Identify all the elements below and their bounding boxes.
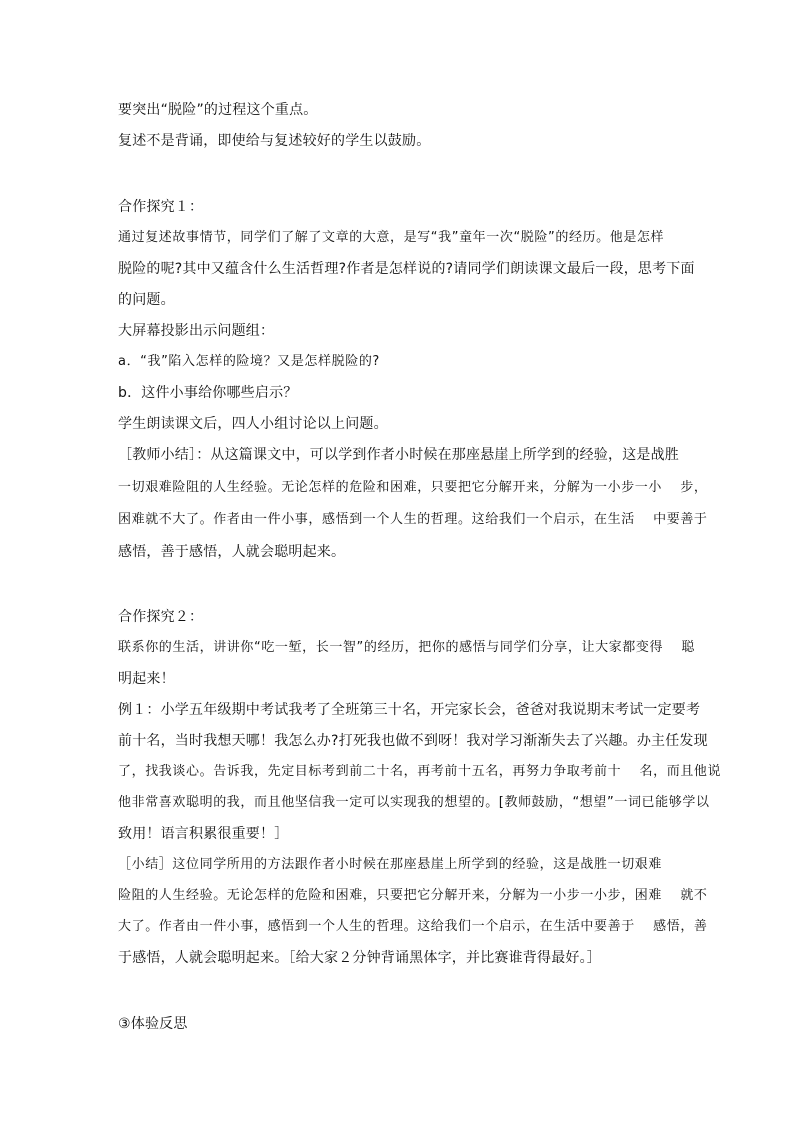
text-line: 一切艰难险阻的人生经验。无论怎样的危险和困难，只要把它分解开来，分解为一小步一小 步，: [118, 480, 708, 495]
summary: ［小结］这位同学所用的方法跟作者小时候在那座悬崖上所学到的经验，这是战胜一切艰难: [118, 857, 663, 872]
section-heading: 合作探究２：: [118, 609, 204, 625]
text-line: 明起来！: [118, 671, 175, 687]
text-line: 要突出“脱险”的过程这个重点。: [118, 102, 318, 118]
question-a: a．“我”陷入怎样的险境？又是怎样脱险的?: [118, 354, 380, 369]
text-line: 复述不是背诵，即使给与复述较好的学生以鼓励。: [118, 133, 431, 149]
text-line: 他非常喜欢聪明的我，而且他坚信我一定可以实现我的想望的。[教师鼓励，“想望”一词已能够学以: [118, 795, 710, 810]
text-line: 通过复述故事情节，同学们了解了文章的大意，是写“我”童年一次“脱险”的经历。他是怎样: [118, 230, 665, 245]
example-1: 例１：小学五年级期中考试我考了全班第三十名，开完家长会，爸爸对我说期末考试一定要考: [118, 702, 701, 718]
text-line: 的问题。: [118, 292, 175, 308]
text-line: 于感悟，人就会聪明起来。［给大家２分钟背诵黑体字，并比赛谁背得最好。］: [118, 950, 601, 966]
text-line: 困难就不大了。作者由一件小事，感悟到一个人生的哲理。这给我们一个启示，在生活 中要善于: [118, 512, 708, 527]
text-line: 感悟，善于感悟，人就会聪明起来。: [118, 544, 346, 560]
section-heading: 合作探究１：: [118, 199, 204, 215]
text-line: 学生朗读课文后，四人小组讨论以上问题。: [118, 416, 388, 432]
text-line: 险阻的人生经验。无论怎样的危险和困难，只要把它分解开来，分解为一小步一小步，困难 就不: [118, 888, 708, 903]
text-line: 前十名，当时我想天哪！我怎么办?打死我也做不到呀！我对学习渐渐失去了兴趣。办主任发现: [118, 733, 708, 749]
text-line: 大了。作者由一件小事，感悟到一个人生的哲理。这给我们一个启示，在生活中要善于 感悟，善: [118, 919, 708, 934]
text-line: 联系你的生活，讲讲你“吃一堑，长一智”的经历，把你的感悟与同学们分享，让大家都变得 聪: [118, 640, 696, 655]
text-line: 大屏幕投影出示问题组：: [118, 323, 275, 339]
text-line: 致用！语言积累很重要！］: [118, 826, 289, 842]
text-line: 脱险的呢?其中又蕴含什么生活哲理?作者是怎样说的?请同学们朗读课文最后一段，思考下面: [118, 261, 695, 277]
teacher-summary: ［教师小结］：从这篇课文中，可以学到作者小时候在那座悬崖上所学到的经验，这是战胜: [118, 447, 679, 463]
question-b: b．这件小事给你哪些启示？: [118, 385, 298, 401]
text-line: 了，找我谈心。告诉我，先定目标考到前二十名，再考前十五名，再努力争取考前十 名，而且他说: [118, 764, 722, 779]
section-heading: ③体验反思: [118, 1016, 188, 1032]
